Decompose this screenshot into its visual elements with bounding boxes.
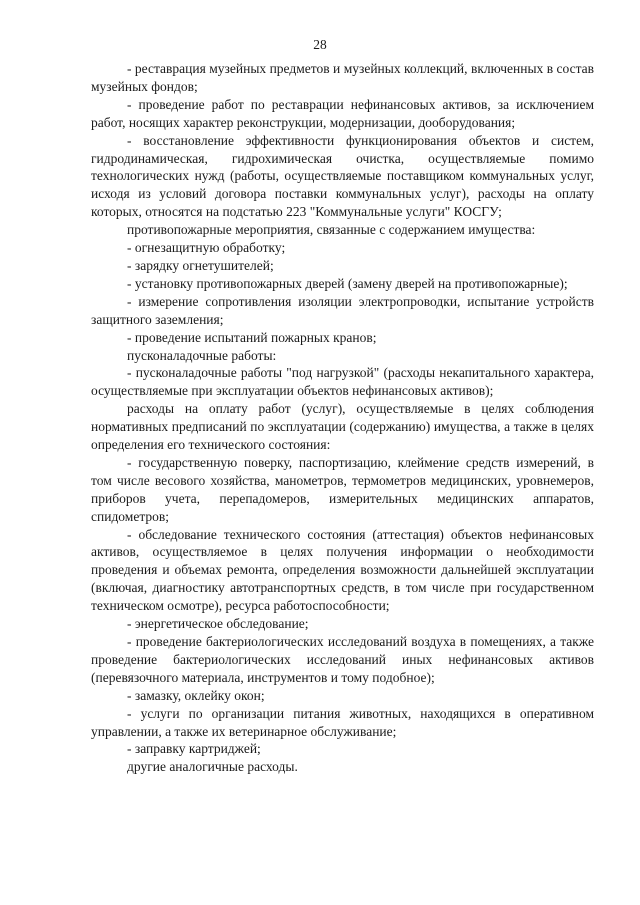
paragraph-state-verification: - государственную поверку, паспортизацию, клеймение средств измерений, в том числе весового хозяйства, манометров, термометров медицинских, уровнемеров, приборов учета, перепадомеров, измерительных медицинских аппаратов, спидометров; (91, 454, 594, 524)
paragraph-technical-inspection: - обследование технического состояния (аттестация) объектов нефинансовых активов, осуществляемое в целях получения информации о необходимости проведения и объемах ремонта, определения возможности дальнейшей эксплуатации (включая, диагностику автотранспортных средств, в том числе при государственном техническом осмотре), ресурса работоспособности; (91, 526, 594, 614)
paragraph-animal-feeding-services: - услуги по организации питания животных, находящихся в оперативном управлении, а также их ветеринарное обслуживание; (91, 705, 594, 739)
paragraph-fireproof-treatment: - огнезащитную обработку; (127, 240, 286, 256)
paragraph-cartridge-refill: - заправку картриджей; (127, 741, 261, 757)
page-number: 28 (313, 37, 327, 52)
paragraph-restoration-nonfinancial-assets: - проведение работ по реставрации нефинансовых активов, за исключением работ, носящих характер реконструкции, модернизации, дооборудования; (91, 96, 594, 130)
paragraph-commissioning-heading: пусконаладочные работы: (127, 347, 277, 363)
paragraph-insulation-resistance: - измерение сопротивления изоляции электропроводки, испытание устройств защитного заземления; (91, 293, 594, 327)
paragraph-bacteriological-research: - проведение бактериологических исследований воздуха в помещениях, а также проведение бактериологических исследований иных нефинансовых активов (перевязочного материала, инструментов и тому подобное); (91, 634, 594, 685)
paragraph-other-expenses: другие аналогичные расходы. (127, 759, 298, 775)
paragraph-regulatory-compliance-heading: расходы на оплату работ (услуг), осуществляемые в целях соблюдения нормативных предписаний по эксплуатации (содержанию) имущества, а также в целях определения его технического состояния: (91, 401, 594, 453)
paragraph-window-sealing: - замазку, оклейку окон; (127, 687, 265, 703)
paragraph-commissioning-under-load: - пусконаладочные работы "под нагрузкой" (расходы некапитального характера, осуществляемые при эксплуатации объектов нефинансовых активов); (91, 365, 594, 399)
paragraph-restoration-museum-items: - реставрация музейных предметов и музейных коллекций, включенных в состав музейных фондов; (91, 61, 594, 94)
document-body (91, 60, 594, 776)
paragraph-fire-doors-installation: - установку противопожарных дверей (замену дверей на противопожарные); (127, 275, 568, 291)
paragraph-fire-hydrant-testing: - проведение испытаний пожарных кранов; (127, 329, 377, 345)
paragraph-extinguisher-charging: - зарядку огнетушителей; (127, 257, 274, 273)
paragraph-energy-audit: - энергетическое обследование; (127, 616, 309, 632)
paragraph-systems-efficiency-recovery: - восстановление эффективности функционирования объектов и систем, гидродинамическая, гидрохимическая очистка, осуществляемые помимо технологических нужд (работы, осуществляемые поставщиком коммунальных услуг, исходя из условий договора поставки коммунальных услуг), расходы на оплату которых, относятся на подстатью 223 "Коммунальные услуги" КОСГУ; (91, 132, 594, 220)
paragraph-fire-safety-heading: противопожарные мероприятия, связанные с содержанием имущества: (127, 222, 536, 238)
